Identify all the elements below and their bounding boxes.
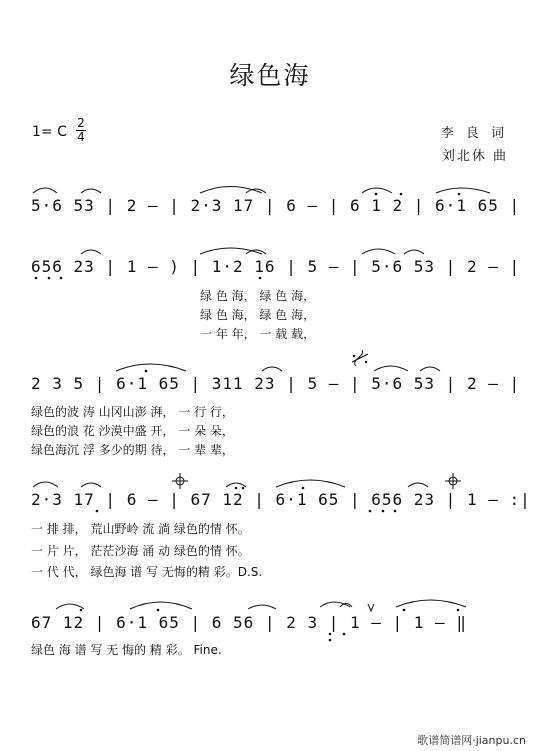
lyric-line-4-verse-3: 一 代 代， 绿色海 谱 写 无悔的精 彩。D.S. (31, 565, 263, 579)
lyric-line-3-verse-1: 绿色的波 涛 山冈山澎 湃， 一 行 行， (31, 405, 234, 419)
notation-line-5: 67 12 | 6·1 65 | 6 56 | 2 3 | 1 – | 1 – ‖ (31, 613, 467, 632)
lower-octave-dot (96, 510, 99, 513)
notation-line-4: 2·3 17 | 6 – | 67 12 | 6·1 65 | 656 23 | 1 – :| (31, 490, 531, 509)
slur (262, 367, 282, 371)
segno-mark (352, 350, 368, 366)
slur (56, 604, 84, 609)
lyric-line-2-verse-2: 绿 色 海， 绿 色 海， (200, 308, 316, 322)
octave-dot (458, 193, 461, 196)
lower-octave-dot (382, 510, 385, 513)
lower-octave-dot (343, 633, 346, 636)
notation-line-1: 5·6 53 | 2 – | 2·3 17 | 6 – | 6 1 2 | 6·1 65 | (31, 196, 521, 215)
key-signature: 1= C (32, 124, 67, 140)
slur (248, 605, 276, 609)
lyricist-credit: 李 良 词 (440, 126, 508, 141)
lyric-line-2-verse-3: 一 年 年， 一 载 载， (200, 327, 316, 341)
composer-credit: 刘北休 曲 (441, 149, 508, 164)
slur (404, 250, 424, 254)
watermark: 歌谱简谱网·jianpu.cn (417, 734, 526, 747)
octave-dot (242, 487, 245, 490)
slur (116, 364, 186, 371)
slur (81, 250, 101, 254)
slur (408, 483, 428, 487)
slur (33, 188, 57, 193)
lower-octave-dot (329, 633, 332, 636)
slur (320, 602, 350, 607)
segno-dot (353, 355, 355, 357)
time-signature-bottom: 4 (77, 130, 85, 144)
lower-octave-dot (60, 277, 63, 280)
coda-sign-cross (445, 473, 461, 489)
notation-line-2: 656 23 | 1 – ) | 1·2 16 | 5 – | 5·6 53 | 2 – | (31, 257, 521, 276)
octave-dot (375, 193, 378, 196)
slur (420, 367, 440, 371)
lower-octave-dot (259, 277, 262, 280)
octave-dot (403, 609, 406, 612)
lower-octave-dot (369, 510, 372, 513)
lower-octave-dot (35, 277, 38, 280)
octave-dot (457, 609, 460, 612)
slur (33, 482, 58, 487)
slur (81, 189, 101, 193)
time-signature-top: 2 (77, 116, 85, 130)
slur (81, 483, 101, 487)
slur (200, 248, 262, 254)
slur (276, 480, 345, 487)
lyric-line-2-verse-1: 绿 色 海， 绿 色 海， (200, 289, 316, 303)
slur (396, 600, 466, 607)
lyric-line-4-verse-2: 一 片 片， 茫茫沙海 涌 动 绿色的情 怀。 (31, 544, 250, 558)
lyric-line-3-verse-2: 绿色的浪 花 沙漠中盛 开， 一 朵 朵， (31, 424, 234, 438)
octave-dot (235, 487, 238, 490)
octave-dot (157, 609, 160, 612)
segno-dot (365, 361, 367, 363)
slur (436, 188, 490, 193)
breath-mark (368, 604, 374, 611)
slur (130, 602, 192, 609)
coda-sign-cross (172, 473, 188, 489)
octave-dot (302, 487, 305, 490)
slur (374, 366, 408, 371)
lyric-line-3-verse-3: 绿色海沉 浮 多少的期 待， 一 辈 辈， (31, 443, 234, 457)
octave-dot (145, 370, 148, 373)
lower-octave-dot (48, 277, 51, 280)
lower-octave-dot (329, 639, 332, 642)
slur (226, 483, 246, 487)
octave-dot (400, 193, 403, 196)
lyric-line-4-verse-1: 一 排 排， 荒山野岭 流 淌 绿色的情 怀。 (31, 522, 250, 536)
octave-dot (80, 609, 83, 612)
slur (362, 249, 395, 254)
slur (362, 188, 392, 193)
notation-line-3: 2 3 5 | 6·1 65 | 311 23 | 5 – | 5·6 53 | 2 – | (31, 374, 521, 393)
lower-octave-dot (394, 510, 397, 513)
lyric-line-5-verse-1: 绿色 海 谱 写 无 悔的 精 彩。 Fine. (31, 643, 222, 657)
song-title: 绿色海 (229, 61, 311, 90)
